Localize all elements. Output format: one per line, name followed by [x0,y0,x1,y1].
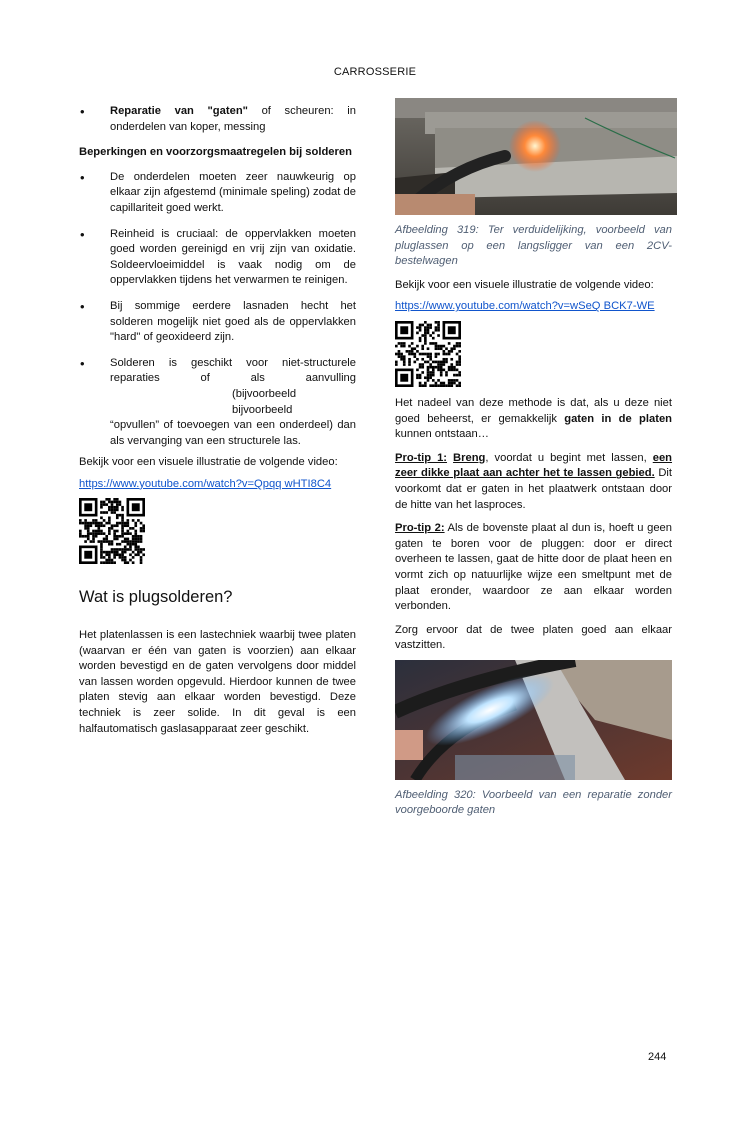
para-text: kunnen ontstaan… [395,428,489,441]
body-paragraph: Zorg ervoor dat de twee platen goed aan elkaar vastzitten. [395,623,672,652]
bullet-item [79,299,356,346]
figure-caption: Afbeelding 319: Ter verduidelijking, voorbeeld van pluglassen op een langsligger van een 2CV-bestelwagen [395,224,672,268]
page-number: 244 [648,1051,667,1063]
bullet-dot-icon: • [80,298,85,314]
bullet-text-line: (bijvoorbeeld [232,387,297,400]
video-intro-text: Bekijk voor een visuele illustratie de volgende video: [395,278,654,291]
pro-tip-bold: Breng [453,451,486,464]
running-header: CARROSSERIE [333,66,417,78]
pro-tip-text: , voordat u begint met lassen, [485,451,653,464]
body-paragraph: Het platenlassen is een lastechniek waarbij twee platen (waarvan er één van gaten is voorzien) aan elkaar worden bevestigd en de gaten vervolgens door middel van lassen worden opgevuld. Hierdoor kunnen de twee platen stevig aan elkaar worden bevestigd. Deze techniek is zeer solide. In dit geval is een halfautomatisch gaslasapparaat zeer geschikt. [79,629,356,735]
video-link[interactable]: https://www.youtube.com/watch?v=wSeQ BCK7-WE [395,300,655,313]
bullet-dot-icon: • [80,226,85,242]
bullet-text-line: reparaties of als aanvulling [110,372,356,385]
left-column [79,104,356,737]
pro-tip-label: Pro-tip 2: [395,522,445,535]
bullet-dot-icon: • [80,104,85,119]
para-text: Het nadeel van deze methode is dat, als u deze niet goed beheerst, er gemakkelijk [395,396,672,425]
para-bold-text: gaten in de platen [564,412,672,425]
bullet-dot-icon: • [80,355,85,371]
bullet-text: Reinheid is cruciaal: de oppervlakken moeten goed worden gereinigd en vrij zijn van oxidatie. Soldeervloeimiddel is vaak nodig om de oppervlakken tijdens het verwarmen te reinigen. [110,227,356,287]
pro-tip-bold: een zeer dikke plaat aan achter het te lassen gebied. [395,451,673,480]
section-title: Wat is plugsolderen? [79,588,233,607]
bullet-bold-text: Reparatie van "gaten" [110,105,248,117]
bullet-item [79,170,356,217]
pro-tip-text: Dit voorkomt dat er gaten in het plaatwerk ontstaan door de hitte van het lasproces. [395,467,673,511]
welding-photo-320 [395,660,672,780]
bullet-text: Bij sommige eerdere lasnaden hecht het solderen mogelijk niet goed als de oppervlakken "hard" of geoxideerd zijn. [110,299,356,344]
qr-code-icon [395,321,461,387]
body-paragraph [395,396,672,443]
right-column [395,98,672,827]
bullet-dot-icon: • [80,169,85,185]
welding-photo-319 [395,98,677,215]
video-intro-text: Bekijk voor een visuele illustratie de volgende video: [79,456,338,469]
pro-tip-label: Pro-tip 1: [395,451,448,464]
bullet-text: “opvullen” of toevoegen van een onderdeel) dan als vervanging van een structurele las. [110,419,356,447]
section-subheading: Beperkingen en voorzorgsmaatregelen bij solderen [79,146,352,159]
bullet-text: of scheuren: in onderdelen van koper, messing [110,105,356,133]
pro-tip-2 [395,521,672,615]
pro-tip-1 [395,451,672,513]
bullet-item [79,104,356,135]
video-link[interactable]: https://www.youtube.com/watch?v=Qpqq wHTI8C4 [79,477,332,490]
bullet-item [79,356,356,450]
pro-tip-text: Als de bovenste plaat al dun is, hoeft u geen gaten te boren voor de pluggen: door er direct overheen te lassen, gaat de hitte door de plaat heen en vormt zich op natuurlijke wijze een smeltpunt met de plaat eronder, waardoor ze aan elkaar worden verbonden. [395,522,672,613]
bullet-item [79,227,356,289]
qr-code-icon [79,498,145,564]
bullet-text-line: Solderen is geschikt voor niet-structurele [110,356,356,369]
bullet-text-line: bijvoorbeeld [232,403,293,416]
bullet-text: De onderdelen moeten zeer nauwkeurig op elkaar zijn afgestemd (minimale speling) zodat de capillariteit goed werkt. [110,170,356,214]
figure-caption: Afbeelding 320: Voorbeeld van een reparatie zonder voorgeboorde gaten [395,788,672,817]
